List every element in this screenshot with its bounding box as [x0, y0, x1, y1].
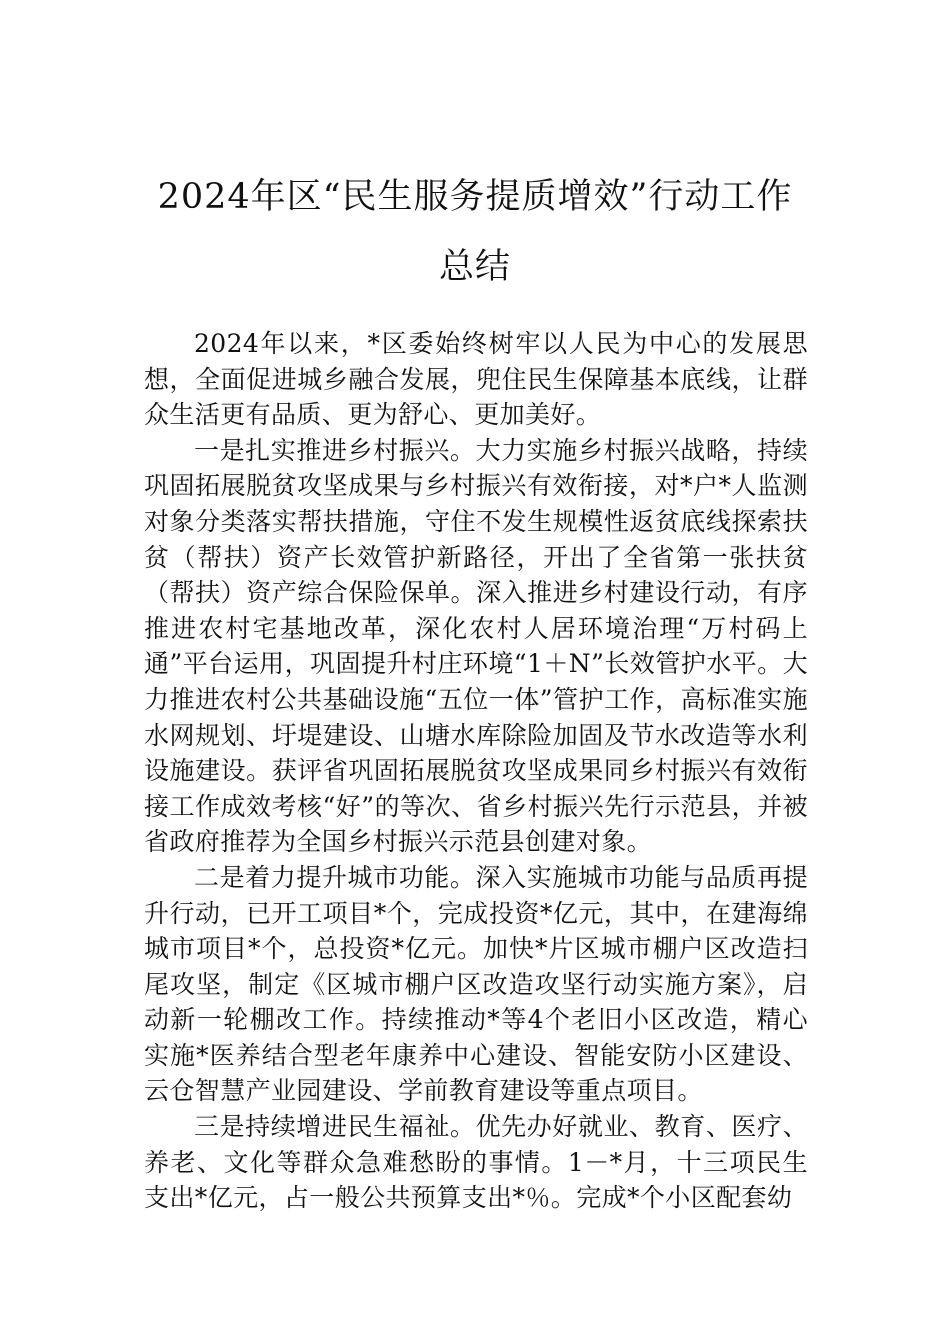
paragraph-livelihood-welfare: 三是持续增进民生福祉。优先办好就业、教育、医疗、养老、文化等群众急难愁盼的事情。1－*月，十三项民生支出*亿元，占一般公共预算支出*％。完成*个小区配套幼 [144, 1112, 808, 1213]
document-title [140, 162, 810, 302]
paragraph-intro: 2024年以来，*区委始终树牢以人民为中心的发展思想，全面促进城乡融合发展，兜住民生保障基本底线，让群众生活更有品质、更为舒心、更加美好。 [144, 329, 808, 430]
document-title-line-1: 2024年区“民生服务提质增效”行动工作 [157, 177, 793, 217]
document-title-line-2: 总结 [438, 247, 511, 287]
document-body [144, 326, 808, 1216]
paragraph-city-function: 二是着力提升城市功能。深入实施城市功能与品质再提升行动，已开工项目*个，完成投资*亿元，其中，在建海绵城市项目*个，总投资*亿元。加快*片区城市棚户区改造扫尾攻坚，制定《区城市棚户区改造攻坚行动实施方案》，启动新一轮棚改工作。持续推动*等4个老旧小区改造，精心实施*医养结合型老年康养中心建设、智能安防小区建设、云仓智慧产业园建设、学前教育建设等重点项目。 [144, 862, 808, 1106]
paragraph-rural-revitalization: 一是扎实推进乡村振兴。大力实施乡村振兴战略，持续巩固拓展脱贫攻坚成果与乡村振兴有效衔接，对*户*人监测对象分类落实帮扶措施，守住不发生规模性返贫底线探索扶贫（帮扶）资产长效管护新路径，开出了全省第一张扶贫（帮扶）资产综合保险保单。深入推进乡村建设行动，有序推进农村宅基地改革，深化农村人居环境治理“万村码上通”平台运用，巩固提升村庄环境“1＋N”长效管护水平。大力推进农村公共基础设施“五位一体”管护工作，高标准实施水网规划、圩堤建设、山塘水库除险加固及节水改造等水利设施建设。获评省巩固拓展脱贫攻坚成果同乡村振兴有效衔接工作成效考核“好”的等次、省乡村振兴先行示范县，并被省政府推荐为全国乡村振兴示范县创建对象。 [144, 435, 808, 857]
